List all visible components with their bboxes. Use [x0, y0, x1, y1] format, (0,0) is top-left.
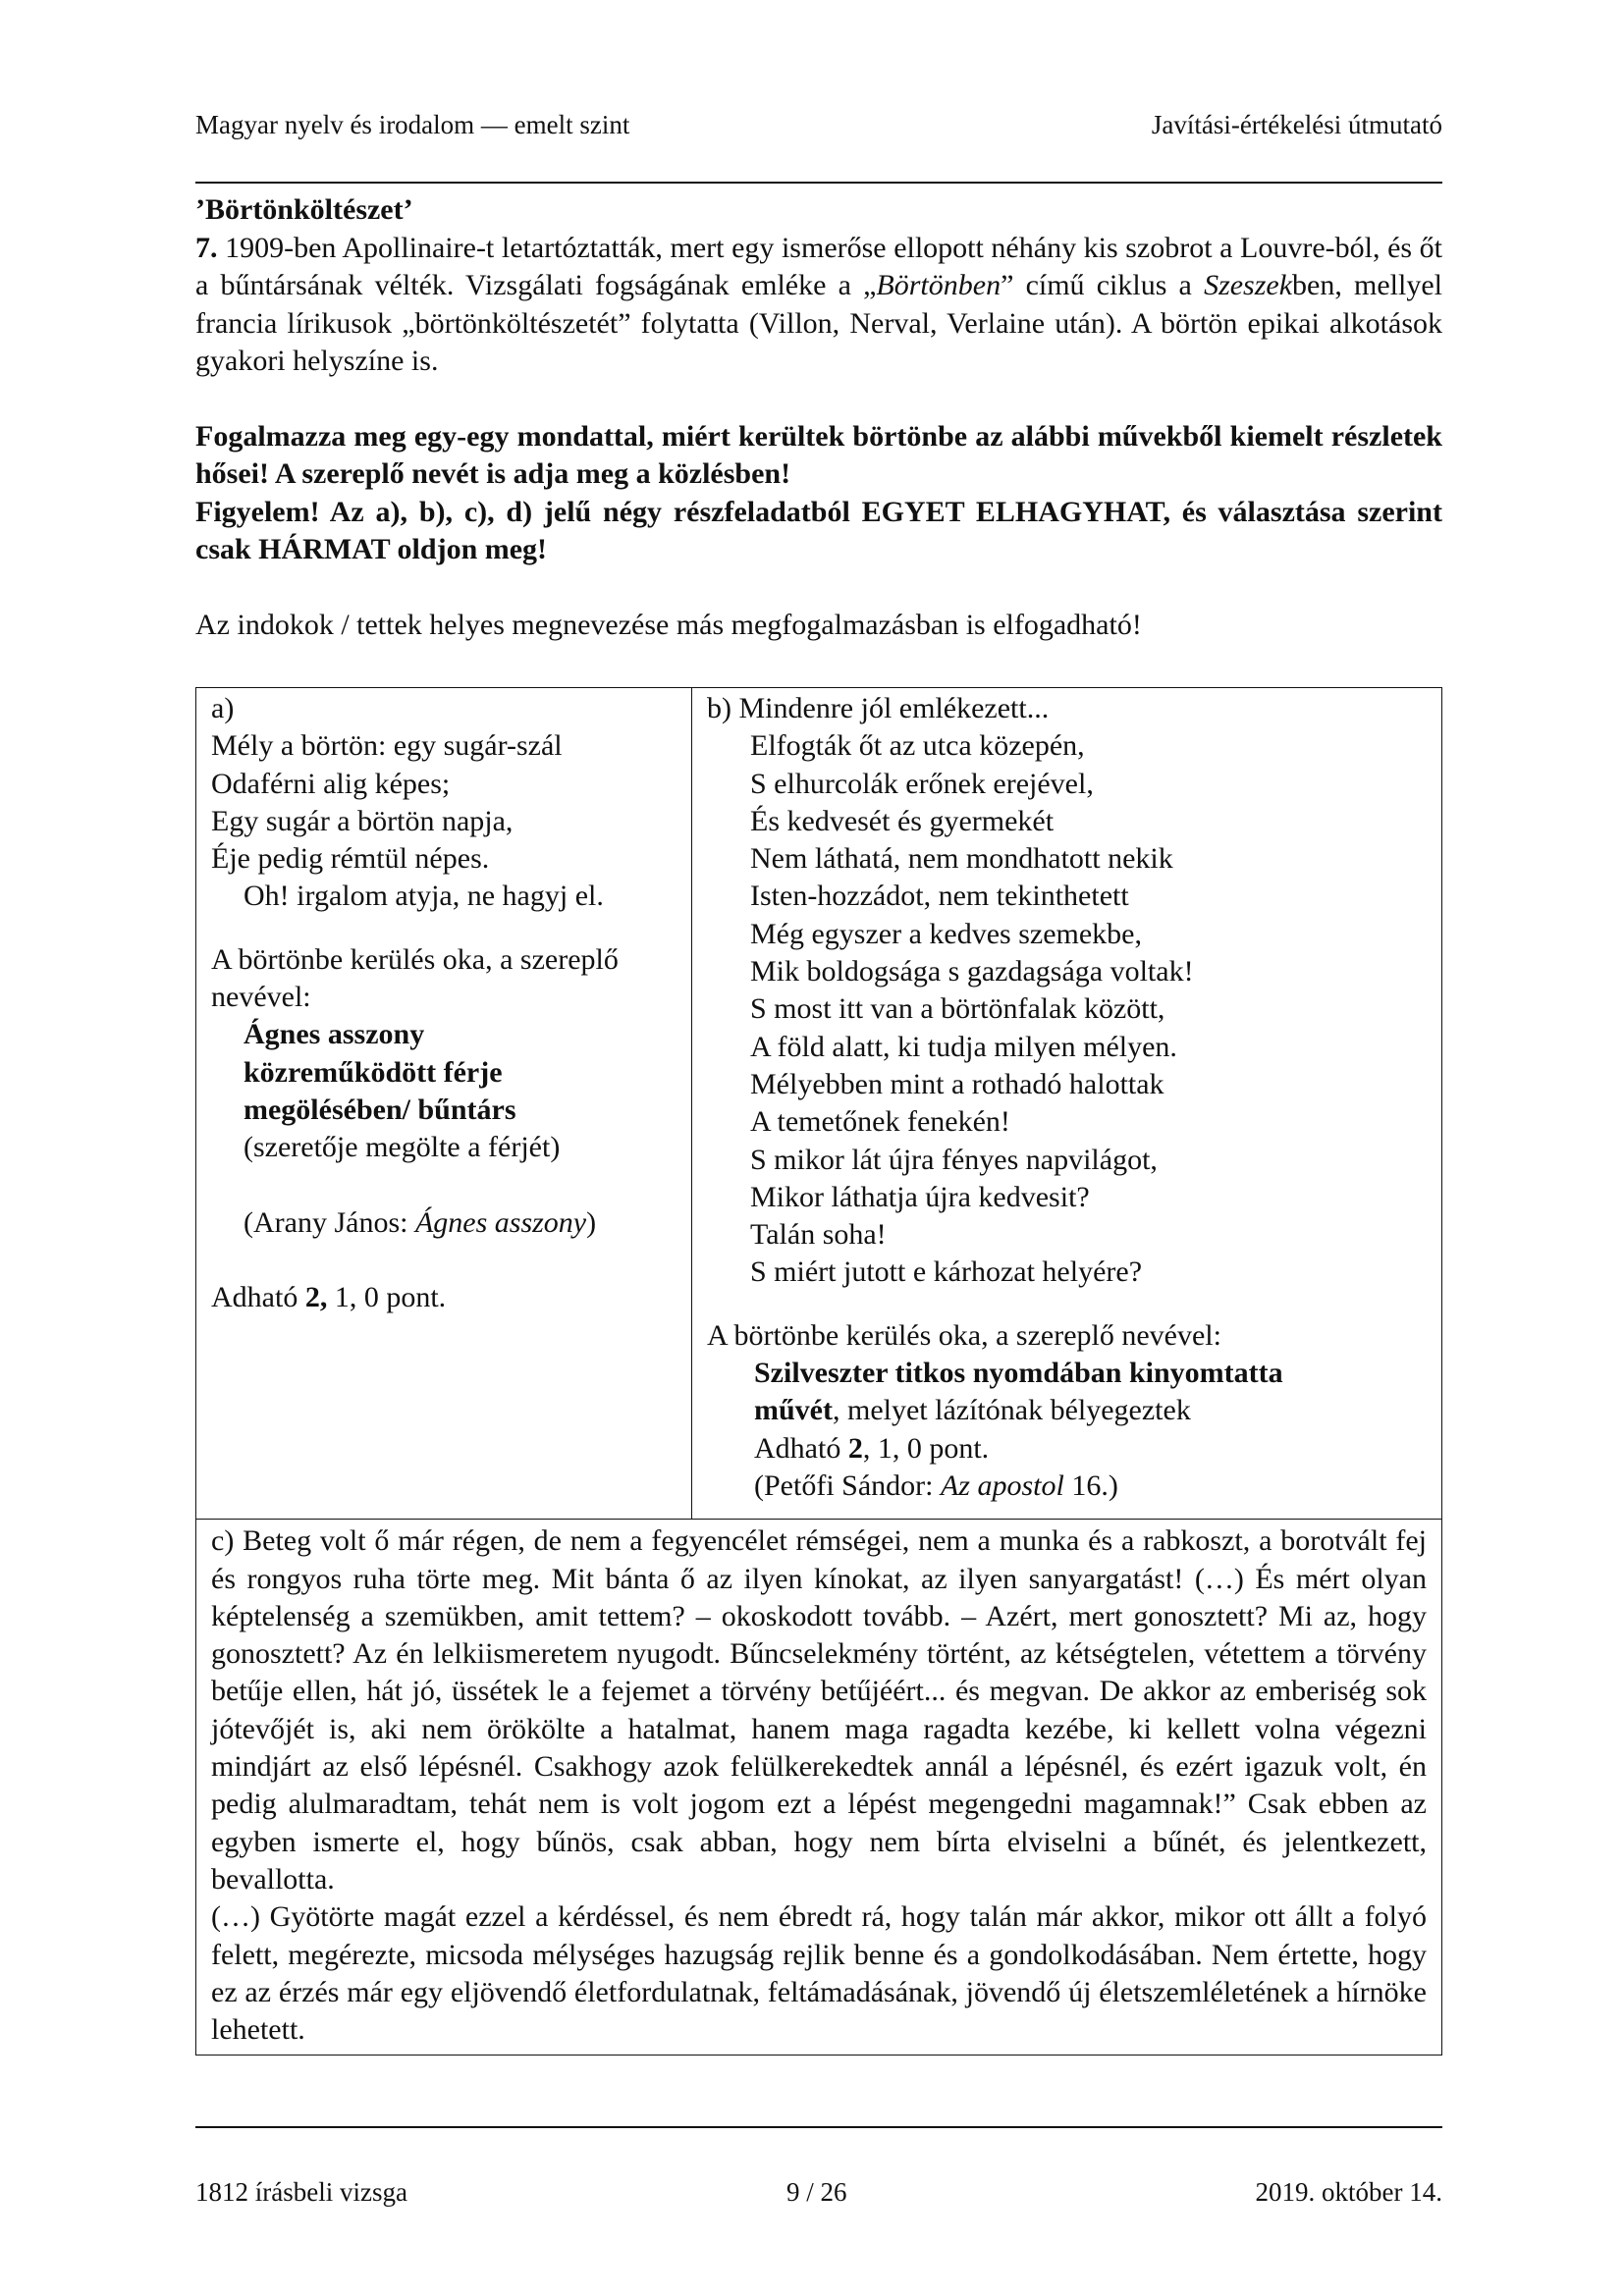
cell-a	[196, 688, 692, 1520]
poem-line: Még egyszer a kedves szemekbe,	[750, 917, 1142, 950]
answer-line: Szilveszter titkos nyomdában kinyomtatta	[754, 1357, 1283, 1390]
poem-line: Talán soha!	[750, 1218, 887, 1252]
header-doc-type: Javítási-értékelési útmutató	[1151, 110, 1442, 139]
poem-line: Egy sugár a börtön napja,	[211, 804, 514, 837]
quotes-table	[195, 687, 1442, 2056]
cell-c	[196, 1520, 1442, 2056]
answer-line: megölésében/ bűntárs	[244, 1093, 516, 1126]
poem-line: S elhurcolák erőnek erejével,	[750, 767, 1094, 800]
task-content	[195, 191, 1442, 644]
score-note: Adható 2, 1, 0 pont.	[754, 1431, 990, 1465]
poem-line: Éje pedig rémtül népes.	[211, 842, 490, 876]
poem-line: S most itt van a börtönfalak között,	[750, 992, 1165, 1026]
intro-paragraph: 7. 1909-ben Apollinaire-t letartóztatták, mert egy ismerőse ellopott néhány kis szobrot a Louvre-ból, és őt a bűntársának vélték. Vizsgálati fogságának emléke a „Börtönben” című ciklus a Szeszekben, mellyel francia lírikusok „börtönköltészetét” folytatta (Villon, Nerval, Verlaine után). A börtön epikai alkotások gyakori helyszíne is.	[195, 231, 1443, 377]
grading-note: Az indokok / tettek helyes megnevezése más megfogalmazásban is elfogadható!	[195, 608, 1142, 641]
footer-page-number: 9 / 26	[786, 2177, 847, 2207]
poem-line: Isten-hozzádot, nem tekinthetett	[750, 880, 1129, 913]
task-instruction: Fogalmazza meg egy-egy mondattal, miért kerültek börtönbe az alábbi művekből kiemelt részletek hősei! A szereplő nevét is adja meg a közlésben!	[195, 419, 1442, 490]
answer-note: (szeretője megölte a férjét)	[244, 1131, 561, 1164]
answer-line: közreműködött férje	[244, 1055, 503, 1089]
answer-line: művét, melyet lázítónak bélyegeztek	[754, 1394, 1191, 1427]
cell-a-label: a)	[211, 692, 235, 724]
question-label: nevével:	[211, 981, 311, 1014]
task-number: 7.	[195, 231, 218, 264]
header-subject: Magyar nyelv és irodalom — emelt szint	[195, 110, 630, 139]
task-warning: Figyelem! Az a), b), c), d) jelű négy részfeladatból EGYET ELHAGYHAT, és választása szerint csak HÁRMAT oldjon meg!	[195, 495, 1442, 565]
poem-line: Mély a börtön: egy sugár-szál	[211, 729, 563, 763]
section-title: ’Börtönköltészet’	[195, 193, 413, 226]
question-label: A börtönbe kerülés oka, a szereplő nevével:	[707, 1318, 1221, 1352]
source-citation: (Arany János: Ágnes asszony)	[244, 1205, 597, 1239]
poem-line: Elfogták őt az utca közepén,	[750, 729, 1085, 763]
footer-exam-code: 1812 írásbeli vizsga	[195, 2177, 407, 2207]
poem-line: Mikor láthatja újra kedvesit?	[750, 1180, 1090, 1213]
page-footer	[195, 2177, 1442, 2216]
poem-line: Nem láthatá, nem mondhatott nekik	[750, 842, 1173, 876]
cell-b-label: b) Mindenre jól emlékezett...	[707, 692, 1050, 724]
footer-date: 2019. október 14.	[1255, 2177, 1442, 2207]
prose-paragraph: (…) Gyötörte magát ezzel a kérdéssel, és nem ébredt rá, hogy talán már akkor, mikor ott állt a folyó felett, megérezte, micsoda mélységes hazugság rejlik benne és a gondolkodásában. Nem értette, hogy ez az érzés már egy eljövendő életfordulatnak, feltámadásának, jövendő új életszemléletének a hírnöke lehetett.	[211, 1900, 1427, 2047]
prose-paragraph: c) Beteg volt ő már régen, de nem a fegyencélet rémségei, nem a munka és a rabkoszt, a borotvált fej és rongyos ruha törte meg. Mit bánta ő az ilyen kínokat, az ilyen sanyargatást! (…) És mért olyan képtelenség a szemükben, amit tettem? ‒ okoskodott tovább. ‒ Azért, mert gonosztett? Mi az, hogy gonosztett? Az én lelkiismeretem nyugodt. Bűncselekmény történt, az kétségtelen, vétettem a törvény betűje ellen, hát jó, üssétek le a fejemet a törvény betűjéért... és megvan. De akkor az emberiség sok jótevőjét is, aki nem örökölte a hatalmat, hanem maga ragadta kezébe, ki kellett volna végezni mindjárt az első lépésnél. Csakhogy azok felülkerekedtek annál a lépésnél, és ezért igazuk volt, én pedig alulmaradtam, tehát nem is volt jogom ezt a lépést megengedni magamnak!” Csak ebben az egyben ismerte el, hogy bűnös, csak abban, hogy nem bírta elviselni a bűnét, és jelentkezett, bevallotta.	[211, 1524, 1427, 1896]
poem-line: A föld alatt, ki tudja milyen mélyen.	[750, 1030, 1177, 1063]
footer-rule	[195, 2126, 1442, 2128]
answer-line: Ágnes asszony	[244, 1018, 425, 1051]
cell-b	[692, 688, 1442, 1520]
question-label: A börtönbe kerülés oka, a szereplő	[211, 942, 619, 976]
poem-line: Mik boldogsága s gazdagsága voltak!	[750, 955, 1194, 988]
header-rule	[195, 182, 1442, 184]
poem-line: A temetőnek fenekén!	[750, 1105, 1010, 1139]
poem-refrain: Oh! irgalom atyja, ne hagyj el.	[244, 880, 604, 913]
poem-line: S mikor lát újra fényes napvilágot,	[750, 1143, 1158, 1176]
poem-line: Odaférni alig képes;	[211, 767, 451, 800]
source-citation: (Petőfi Sándor: Az apostol 16.)	[754, 1468, 1118, 1502]
poem-line: S miért jutott e kárhozat helyére?	[750, 1255, 1143, 1289]
page-header	[195, 110, 1442, 149]
poem-line: Mélyebben mint a rothadó halottak	[750, 1067, 1164, 1100]
poem-line: És kedvesét és gyermekét	[750, 804, 1055, 837]
score-note: Adható 2, 1, 0 pont.	[211, 1280, 447, 1313]
